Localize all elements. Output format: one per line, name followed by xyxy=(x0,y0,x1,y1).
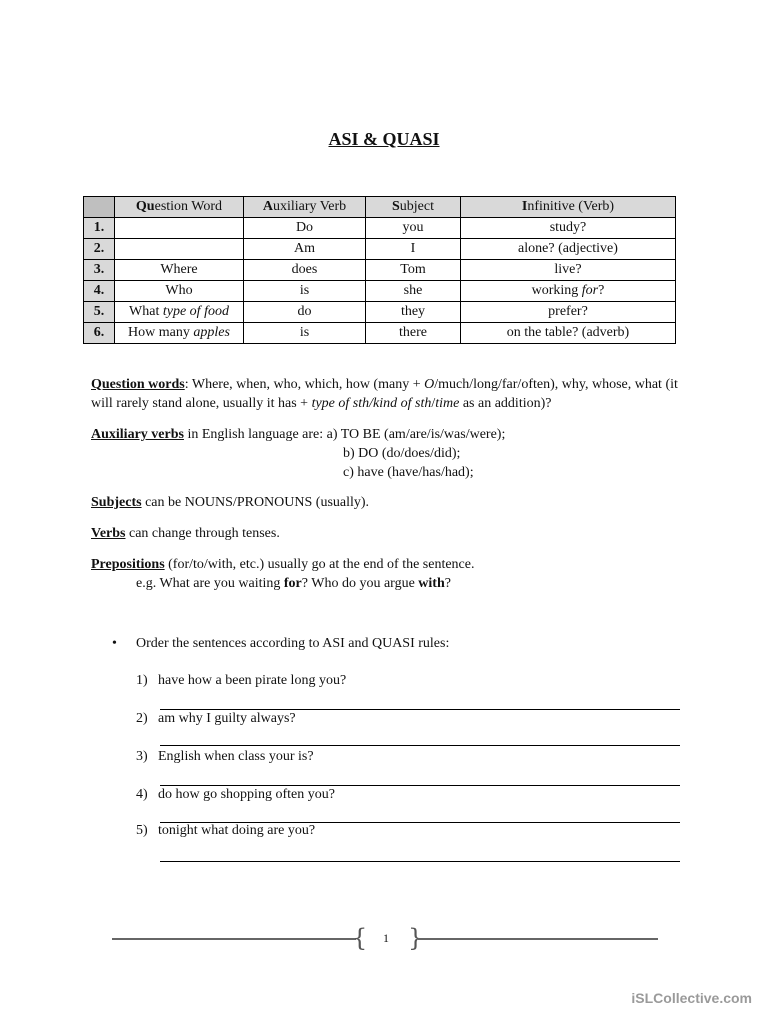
exercise-text: tonight what doing are you? xyxy=(158,823,316,838)
page-number: 1 xyxy=(383,931,389,945)
cell-infinitive xyxy=(461,218,676,239)
example-text-1: e.g. What are you waiting xyxy=(136,576,284,591)
inf-text: study? xyxy=(549,220,587,235)
page-title: ASI & QUASI xyxy=(328,129,440,149)
header-auxiliary-verb xyxy=(244,197,366,218)
row-number: 6. xyxy=(84,323,115,344)
verbs-label: Verbs xyxy=(91,526,126,541)
row-number: 1. xyxy=(84,218,115,239)
answer-line[interactable] xyxy=(160,785,680,786)
qw-italic: apples xyxy=(193,325,230,340)
verbs-paragraph xyxy=(91,524,691,543)
question-words-text-2: /much/long/far/often), why, whose, what (it will rarely stand alone, usually it has + xyxy=(91,377,678,411)
prepositions-example xyxy=(91,574,736,593)
qw-italic: type of food xyxy=(162,304,229,319)
question-words-text-1: : Where, when, who, which, how (many + xyxy=(184,377,425,392)
cell-auxiliary: does xyxy=(244,260,366,281)
auxiliary-verbs-label: Auxiliary verbs xyxy=(91,427,184,442)
grammar-table xyxy=(83,196,676,344)
prepositions-label: Prepositions xyxy=(91,557,165,572)
qw-text: How many xyxy=(128,325,194,340)
table-header-row xyxy=(84,197,676,218)
footer-right-brace: } xyxy=(408,924,424,952)
example-bold-2: with xyxy=(418,576,445,591)
cell-question-word xyxy=(115,260,244,281)
header-infinitive xyxy=(461,197,676,218)
header-subject xyxy=(366,197,461,218)
cell-subject: she xyxy=(366,281,461,302)
bullet-icon: • xyxy=(112,636,117,651)
header-question-word xyxy=(115,197,244,218)
qw-text: Where xyxy=(160,262,198,277)
cell-subject: you xyxy=(366,218,461,239)
exercise-text: am why I guilty always? xyxy=(158,711,296,726)
cell-infinitive xyxy=(461,302,676,323)
exercise-text: English when class your is? xyxy=(158,749,314,764)
cell-auxiliary: Am xyxy=(244,239,366,260)
table-row xyxy=(84,323,676,344)
example-text-2: ? Who do you argue xyxy=(301,576,419,591)
subjects-text: can be NOUNS/PRONOUNS (usually). xyxy=(141,495,370,510)
inf-text: working xyxy=(531,283,582,298)
task-instruction: Order the sentences according to ASI and QUASI rules: xyxy=(136,636,450,651)
cell-infinitive xyxy=(461,239,676,260)
footer-left-brace: { xyxy=(352,924,368,952)
auxiliary-verbs-paragraph xyxy=(91,425,691,444)
verbs-text: can change through tenses. xyxy=(125,526,280,541)
answer-line[interactable] xyxy=(160,709,680,710)
cell-auxiliary: is xyxy=(244,323,366,344)
question-words-text-4: as an addition)? xyxy=(459,396,552,411)
question-words-slash: / xyxy=(431,396,436,411)
inf-text: on the table? (adverb) xyxy=(506,325,630,340)
subjects-label: Subjects xyxy=(91,495,142,510)
cell-subject: Tom xyxy=(366,260,461,281)
cell-infinitive xyxy=(461,281,676,302)
cell-question-word xyxy=(115,281,244,302)
exercise-number: 1) xyxy=(136,673,148,688)
header-infinitive-rest: nfinitive (Verb) xyxy=(527,199,615,214)
footer-rule-left xyxy=(112,938,356,940)
cell-subject: I xyxy=(366,239,461,260)
header-aux-initial: A xyxy=(262,199,273,214)
answer-line[interactable] xyxy=(160,745,680,746)
table-row xyxy=(84,281,676,302)
table-row xyxy=(84,239,676,260)
table-row xyxy=(84,302,676,323)
cell-auxiliary: Do xyxy=(244,218,366,239)
inf-italic: for xyxy=(581,283,599,298)
cell-question-word xyxy=(115,218,244,239)
exercise-text: have how a been pirate long you? xyxy=(158,673,347,688)
exercise-number: 2) xyxy=(136,711,148,726)
inf-text: live? xyxy=(554,262,582,277)
watermark-logo: iSLCollective.com xyxy=(631,990,752,1006)
example-text-3: ? xyxy=(444,576,451,591)
cell-auxiliary: is xyxy=(244,281,366,302)
table-row xyxy=(84,218,676,239)
exercise-number: 5) xyxy=(136,823,148,838)
example-bold-1: for xyxy=(283,576,302,591)
qw-text: What xyxy=(129,304,163,319)
exercise-number: 3) xyxy=(136,749,148,764)
cell-subject: they xyxy=(366,302,461,323)
question-words-paragraph xyxy=(91,375,691,413)
auxiliary-option-c: c) have (have/has/had); xyxy=(343,465,474,480)
inf-text: alone? (adjective) xyxy=(518,241,618,256)
row-number: 5. xyxy=(84,302,115,323)
header-question-word-rest: estion Word xyxy=(154,199,223,214)
inf-text: prefer? xyxy=(548,304,588,319)
row-number: 3. xyxy=(84,260,115,281)
prepositions-text: (for/to/with, etc.) usually go at the end of the sentence. xyxy=(164,557,475,572)
header-infinitive-initial: I xyxy=(521,199,528,214)
row-number: 2. xyxy=(84,239,115,260)
subjects-paragraph xyxy=(91,493,691,512)
auxiliary-verbs-text: in English language are: a) TO BE (am/are/is/was/were); xyxy=(183,427,506,442)
cell-infinitive xyxy=(461,323,676,344)
qw-text: Who xyxy=(165,283,193,298)
table-row xyxy=(84,260,676,281)
inf-after: ? xyxy=(598,283,605,298)
question-words-italic-1: type of sth/kind of sth xyxy=(311,396,432,411)
header-subject-rest: ubject xyxy=(399,199,434,214)
cell-subject: there xyxy=(366,323,461,344)
exercise-text: do how go shopping often you? xyxy=(158,787,335,802)
header-subject-initial: S xyxy=(391,199,400,214)
cell-infinitive xyxy=(461,260,676,281)
cell-question-word xyxy=(115,239,244,260)
cell-question-word xyxy=(115,302,244,323)
cell-auxiliary: do xyxy=(244,302,366,323)
question-words-italic-2: time xyxy=(435,396,460,411)
question-words-o: O xyxy=(424,377,435,392)
prepositions-paragraph xyxy=(91,555,691,574)
cell-question-word xyxy=(115,323,244,344)
row-number: 4. xyxy=(84,281,115,302)
answer-line[interactable] xyxy=(160,861,680,862)
auxiliary-option-b: b) DO (do/does/did); xyxy=(343,446,461,461)
header-aux-rest: uxiliary Verb xyxy=(272,199,347,214)
footer-rule-right xyxy=(418,938,658,940)
question-words-label: Question words xyxy=(91,377,185,392)
exercise-number: 4) xyxy=(136,787,148,802)
header-number xyxy=(84,197,115,218)
header-question-word-initial: Qu xyxy=(135,199,155,214)
